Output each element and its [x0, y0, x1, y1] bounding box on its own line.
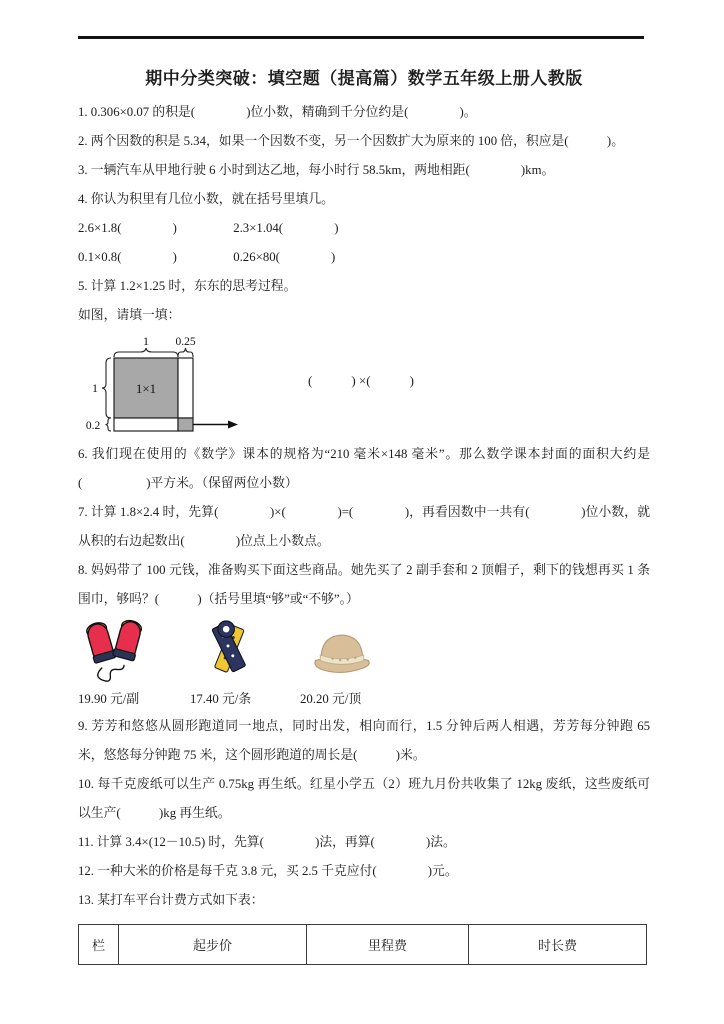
top-brace-main — [114, 348, 178, 357]
q4-item-3: 0.1×0.8( ) — [78, 250, 177, 264]
right-column-rect — [178, 358, 193, 418]
area-model-diagram — [82, 334, 252, 438]
corner-arrow-head — [228, 421, 238, 429]
question-11: 11. 计算 3.4×(12－10.5) 时，先算( )法，再算( )法。 — [78, 835, 456, 849]
question-8: 8. 妈妈带了 100 元钱，准备购买下面这些商品。她先买了 2 副手套和 2 顶帽子，剩下的钱想再买 1 条围巾，够吗？( )（括号里填“够”或“不够”。） — [78, 563, 650, 606]
question-1: 1. 0.306×0.07 的积是( )位小数，精确到千分位约是( )。 — [78, 105, 477, 119]
question-4: 4. 你认为积里有几位小数，就在括号里填几。 — [78, 192, 334, 206]
question-4-row-1 — [78, 214, 650, 243]
fee-header-time-fee: 时长费 — [469, 925, 647, 965]
mitten-left — [84, 620, 116, 663]
q4-item-4: 0.26×80( ) — [233, 250, 336, 264]
scarf-image — [196, 618, 260, 686]
top-rule-divider — [78, 36, 644, 39]
area-model-figure — [82, 334, 650, 438]
corner-cell-rect — [178, 418, 193, 431]
question-2: 2. 两个因数的积是 5.34，如果一个因数不变，另一个因数扩大为原来的 100 倍，积应是( )。 — [78, 134, 624, 148]
mittens-image — [82, 618, 146, 688]
mitten-string — [98, 665, 124, 681]
bottom-row-rect — [114, 418, 178, 431]
question-4-grid — [78, 214, 650, 272]
label-left-tenth: 0.2 — [85, 420, 101, 432]
mitten-right — [113, 618, 144, 661]
scarf-loop-hole — [223, 626, 230, 633]
mittens-price: 19.90 元/副 — [78, 692, 140, 706]
question-10: 10. 每千克废纸可以生产 0.75kg 再生纸。红星小学五（2）班九月份共收集了 12kg 废纸，这些废纸可以生产( )kg 再生纸。 — [78, 777, 650, 820]
hat-image — [308, 626, 376, 680]
label-unit-cell: 1×1 — [135, 381, 157, 396]
fee-header-mileage-fee: 里程费 — [307, 925, 469, 965]
label-left-one: 1 — [92, 381, 98, 395]
label-top-quarter: 0.25 — [175, 336, 196, 348]
figure-intro: 如图，请填一填： — [78, 308, 181, 322]
question-12: 12. 一种大米的价格是每千克 3.8 元，买 2.5 千克应付( )元。 — [78, 864, 458, 878]
question-4-row-2 — [78, 243, 650, 272]
fee-header-base-fare: 起步价 — [119, 925, 307, 965]
q4-item-2: 2.3×1.04( ) — [233, 221, 339, 235]
question-3: 3. 一辆汽车从甲地行驶 6 小时到达乙地，每小时行 58.5km，两地相距( )km。 — [78, 163, 555, 177]
question-7: 7. 计算 1.8×2.4 时，先算( )×( )=( )，再看因数中一共有( )位小数，就从积的右边起数出( )位点上小数点。 — [78, 505, 650, 548]
fee-header-category: 栏 — [79, 925, 119, 965]
fill-expression: ( ) ×( ) — [308, 372, 414, 388]
left-brace-bottom — [106, 418, 112, 431]
q4-item-1: 2.6×1.8( ) — [78, 221, 177, 235]
question-13: 13. 某打车平台计费方式如下表： — [78, 893, 264, 907]
label-top-one: 1 — [143, 334, 149, 348]
scarf-price: 17.40 元/条 — [190, 692, 252, 706]
question-6: 6. 我们现在使用的《数学》课本的规格为“210 毫米×148 毫米”。那么数学课本封面的面积大约是( )平方米。（保留两位小数） — [78, 447, 650, 490]
product-images-row — [78, 616, 650, 712]
fee-table-header-row — [79, 925, 647, 965]
question-5: 5. 计算 1.2×1.25 时，东东的思考过程。 — [78, 279, 297, 293]
left-brace-main — [102, 358, 111, 418]
question-9: 9. 芳芳和悠悠从圆形跑道同一地点，同时出发，相向而行，1.5 分钟后两人相遇，芳芳每分钟跑 65 米，悠悠每分钟跑 75 米，这个圆形跑道的周长是( )米。 — [78, 719, 650, 762]
top-brace-right — [178, 348, 193, 357]
page-title: 期中分类突破：填空题（提高篇）数学五年级上册人教版 — [145, 69, 583, 88]
taxi-fee-table — [78, 924, 647, 965]
hat-price: 20.20 元/顶 — [300, 692, 362, 706]
